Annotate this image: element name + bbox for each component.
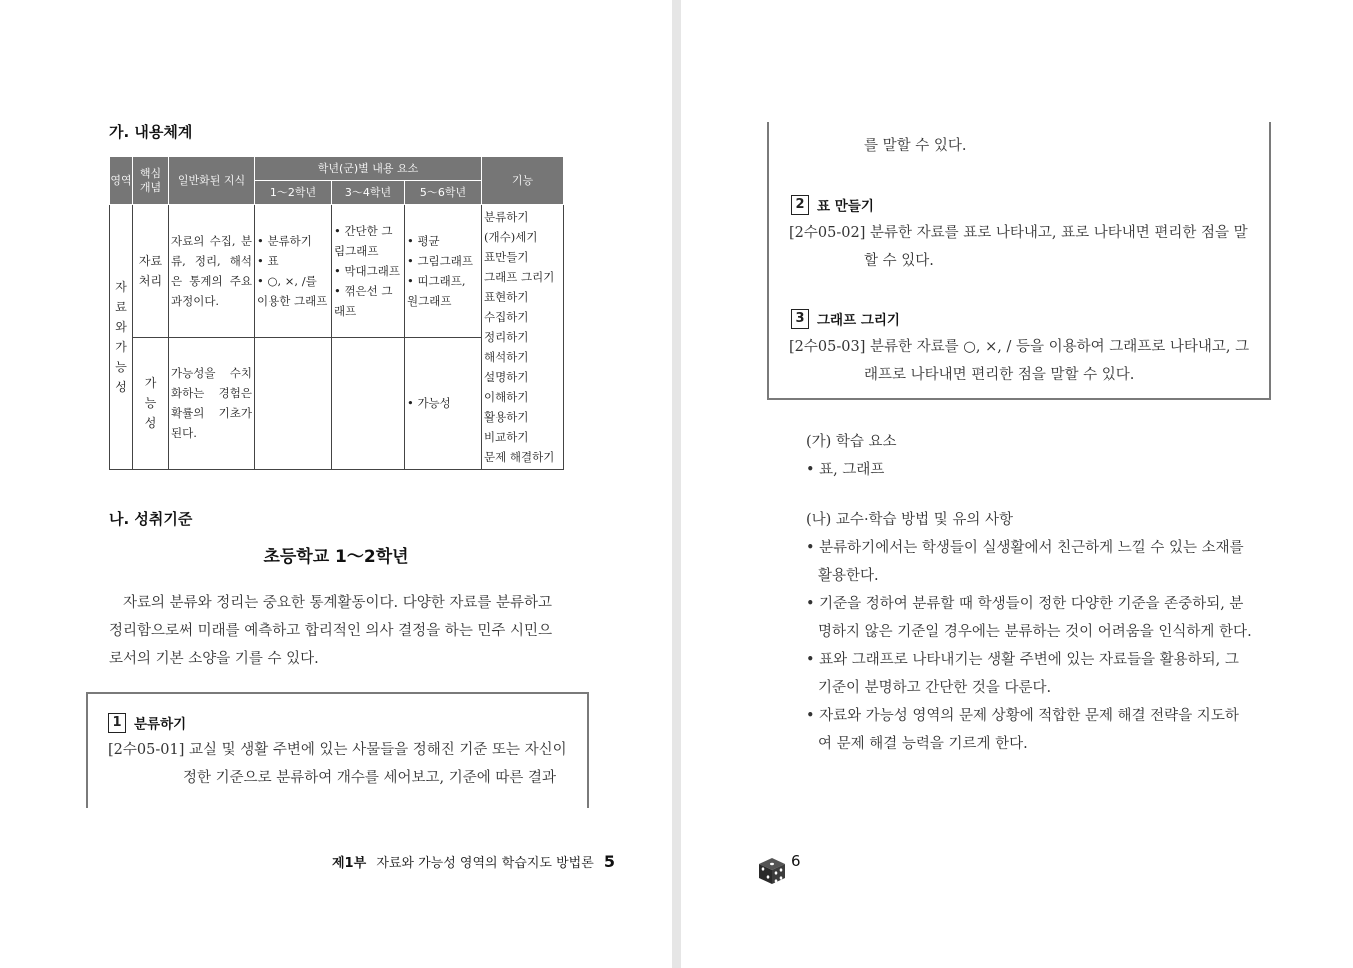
skill-item: 설명하기 (484, 370, 529, 384)
skill-item: 문제 해결하기 (484, 450, 555, 464)
box2-standard-line-2: 할 수 있다. (864, 253, 934, 269)
skills-list (482, 205, 564, 470)
intro-paragraph: 자료의 분류와 정리는 중요한 통계활동이다. 다양한 자료를 분류하고 정리함으로써 미래를 예측하고 합리적인 의사 결정을 하는 민주 시민으 로서의 기본 소양을 기를 수 있다. (109, 595, 553, 667)
header-grade-3-4: 3～4학년 (332, 181, 405, 205)
section-heading-achievement: 나. 성취기준 (109, 510, 193, 528)
grade-3-4-elements: • 간단한 그림그래프 • 막대그래프 • 꺾은선 그래프 (332, 205, 405, 338)
skill-item: 그래프 그리기 (484, 270, 555, 284)
box2-standard-line-1: [2수05-02] 분류한 자료를 표로 나타내고, 표로 나타내면 편리한 점을 말 (789, 225, 1248, 241)
skill-item: (개수)세기 (484, 230, 538, 244)
skill-item: 분류하기 (484, 210, 529, 224)
teaching-bullet: • 표와 그래프로 나타내기는 생활 주변에 있는 자료들을 활용하되, 그 기준이 분명하고 간단한 것을 다룬다. (806, 652, 1239, 696)
core-concept-data-processing: 자료 처리 (133, 205, 169, 338)
header-grade-1-2: 1～2학년 (255, 181, 332, 205)
box2-number: 2 (791, 195, 809, 215)
box3-number: 3 (791, 309, 809, 329)
header-area: 영역 (110, 157, 133, 205)
header-skill: 기능 (482, 157, 564, 205)
section-heading-content-system: 가. 내용체계 (109, 123, 193, 141)
box2-heading (791, 194, 874, 215)
box1-standard-line-2: 정한 기준으로 분류하여 개수를 세어보고, 기준에 따른 결과 (183, 770, 557, 786)
header-core-concept: 핵심 개념 (133, 157, 169, 205)
skill-item: 표현하기 (484, 290, 529, 304)
standard-box-continued (767, 122, 1271, 400)
box3-heading (791, 308, 900, 329)
header-general-knowledge: 일반화된 지식 (169, 157, 255, 205)
area-label: 자료와가능성 (115, 280, 127, 394)
core-concept-possibility: 가능성 (133, 337, 169, 470)
box1-heading (108, 712, 186, 733)
general-knowledge-possibility: 가능성을 수치화하는 경험은 확률의 기초가 된다. (169, 337, 255, 470)
left-page (0, 0, 672, 968)
dice-icon (757, 856, 787, 886)
content-system-table (109, 156, 564, 470)
skill-item: 활용하기 (484, 410, 529, 424)
box1-number: 1 (108, 713, 126, 733)
teaching-methods-list (806, 534, 1256, 758)
teaching-bullet: • 자료와 가능성 영역의 문제 상황에 적합한 문제 해결 전략을 지도하 여 문제 해결 능력을 기르게 한다. (806, 708, 1239, 752)
skill-item: 비교하기 (484, 430, 529, 444)
right-page-number: 6 (791, 852, 801, 870)
learning-elements-heading: (가) 학습 요소 (806, 434, 897, 450)
area-cell (110, 205, 133, 470)
grade-1-2-possibility (255, 337, 332, 470)
header-grade-5-6: 5～6학년 (405, 181, 482, 205)
skill-item: 정리하기 (484, 330, 529, 344)
page-number: 5 (603, 852, 616, 871)
header-grade-group: 학년(군)별 내용 요소 (255, 157, 482, 181)
box3-title: 그래프 그리기 (817, 312, 900, 329)
grade-5-6-elements: • 평균 • 그림그래프 • 띠그래프, 원그래프 (405, 205, 482, 338)
skill-item: 수집하기 (484, 310, 529, 324)
learning-elements-item: • 표, 그래프 (806, 462, 885, 478)
page-footer (332, 852, 615, 871)
box2-title: 표 만들기 (817, 198, 874, 215)
grade-title: 초등학교 1～2학년 (263, 547, 409, 567)
teaching-bullet: • 기준을 정하여 분류할 때 학생들이 정한 다양한 기준을 존중하되, 분 명하지 않은 기준일 경우에는 분류하는 것이 어려움을 인식하게 한다. (806, 596, 1252, 640)
grade-5-6-possibility: • 가능성 (405, 337, 482, 470)
footer-title: 자료와 가능성 영역의 학습지도 방법론 (376, 856, 594, 871)
skill-item: 해석하기 (484, 350, 529, 364)
general-knowledge-data-processing: 자료의 수집, 분류, 정리, 해석은 통계의 주요 과정이다. (169, 205, 255, 338)
box3-standard-line-1: [2수05-03] 분류한 자료를 ○, ×, / 등을 이용하여 그래프로 나타내고, 그 (789, 339, 1250, 355)
standard-box-1 (86, 692, 589, 808)
footer-part: 제1부 (332, 856, 367, 871)
skill-item: 이해하기 (484, 390, 529, 404)
box1-standard-line-1: [2수05-01] 교실 및 생활 주변에 있는 사물들을 정해진 기준 또는 자신이 (108, 742, 567, 758)
grade-1-2-elements: • 분류하기 • 표 • ○, ×, /를 이용한 그래프 (255, 205, 332, 338)
skill-item: 표만들기 (484, 250, 529, 264)
teaching-bullet: • 분류하기에서는 학생들이 실생활에서 친근하게 느낄 수 있는 소재를 활용한다. (806, 540, 1244, 584)
box3-standard-line-2: 래프로 나타내면 편리한 점을 말할 수 있다. (864, 367, 1135, 383)
box1-title: 분류하기 (134, 716, 187, 733)
grade-3-4-possibility (332, 337, 405, 470)
teaching-methods-heading: (나) 교수·학습 방법 및 유의 사항 (806, 512, 1014, 528)
continued-line: 를 말할 수 있다. (864, 138, 967, 154)
